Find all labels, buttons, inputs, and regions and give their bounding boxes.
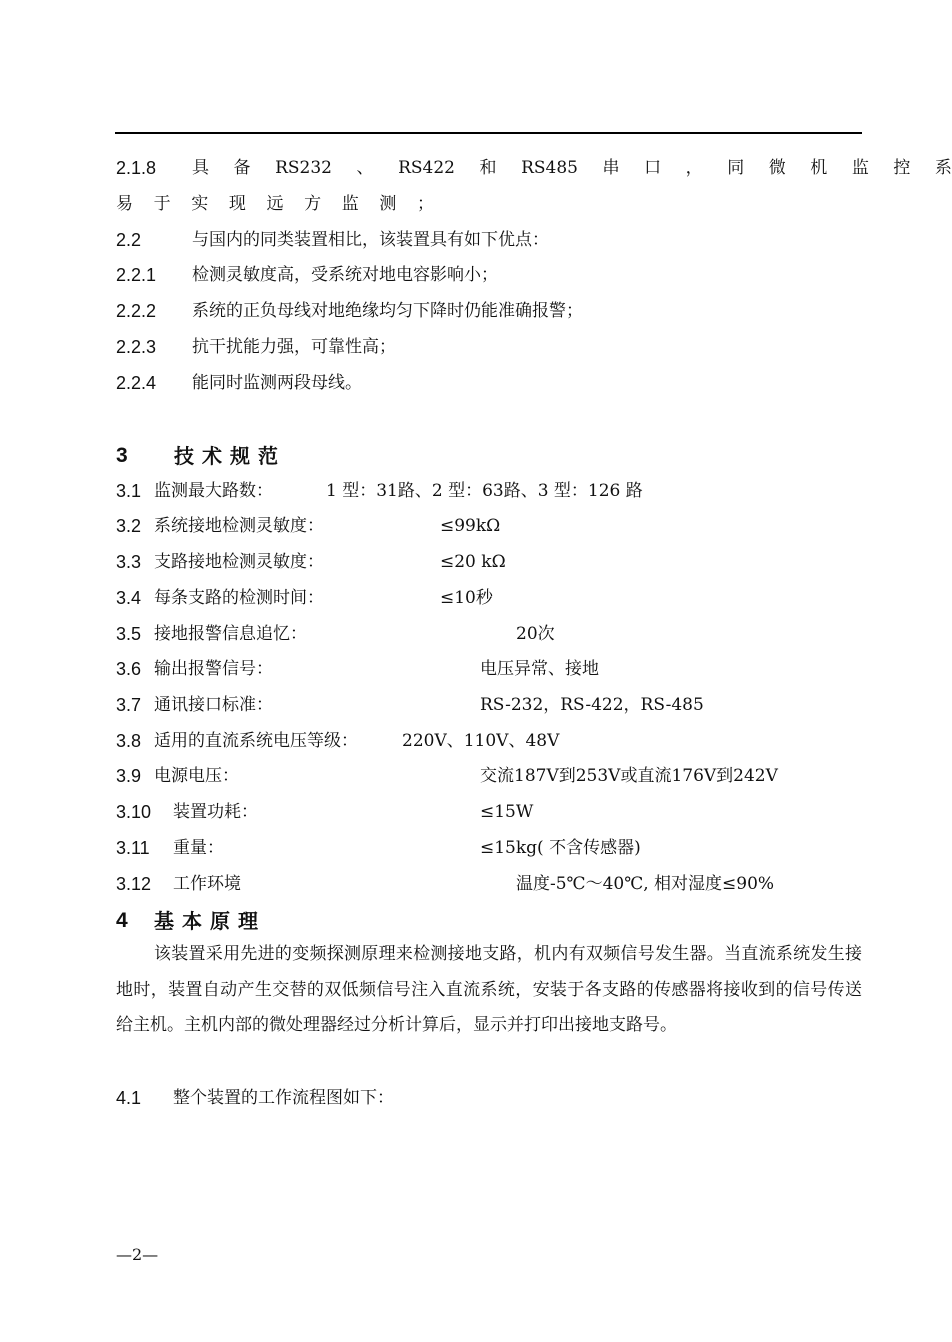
spaced-char: 口 [644, 158, 662, 178]
spaced-char: 系 [934, 158, 952, 178]
spec-value: RS-232，RS-422，RS-485 [480, 695, 704, 715]
spec-number: 3.8 [116, 731, 142, 751]
page-number: —2— [116, 1245, 159, 1264]
spec-number: 3.7 [116, 695, 142, 715]
spaced-char: RS232 [275, 158, 332, 178]
spaced-char: 备 [233, 158, 251, 178]
spaced-text-row [116, 193, 434, 215]
spec-value: ≤10秒 [440, 588, 493, 608]
spec-number: 3.6 [116, 659, 142, 679]
spaced-char: 和 [479, 158, 497, 178]
spaced-char: 同 [727, 158, 745, 178]
spaced-char: 微 [768, 158, 786, 178]
spec-number: 3.4 [116, 588, 142, 608]
spaced-text-row [192, 157, 952, 179]
item-text: 整个装置的工作流程图如下： [173, 1088, 394, 1108]
spec-label: 通讯接口标准： [154, 695, 273, 715]
spaced-char: 控 [893, 158, 911, 178]
item-text: 能同时监测两段母线。 [192, 373, 362, 393]
section-4-paragraph: 该装置采用先进的变频探测原理来检测接地支路，机内有双频信号发生器。当直流系统发生接地时，装置自动产生交替的双低频信号注入直流系统，安装于各支路的传感器将接收到的信号传送给主机。主机内部的微处理器经过分析计算后，显示并打印出接地支路号。 [116, 944, 862, 1036]
spec-label: 接地报警信息追忆： [154, 624, 307, 644]
spaced-char: 监 [851, 158, 869, 178]
spec-label: 系统接地检测灵敏度： [154, 516, 324, 536]
spec-label: 适用的直流系统电压等级： [154, 731, 358, 751]
spaced-char: 机 [810, 158, 828, 178]
spaced-char: 实 [191, 194, 209, 214]
spaced-char: 测 [379, 194, 397, 214]
spaced-char: 具 [192, 158, 209, 178]
spec-label: 重量： [173, 838, 224, 858]
spec-label: 监测最大路数： [154, 481, 273, 501]
spec-value: 1 型：31路、2 型：63路、3 型：126 路 [326, 481, 643, 501]
spaced-char: ， [685, 158, 703, 178]
section-title: 技术规范 [174, 444, 286, 468]
item-number: 4.1 [116, 1088, 142, 1108]
spaced-char: 串 [602, 158, 620, 178]
item-text: 系统的正负母线对地绝缘均匀下降时仍能准确报警； [192, 301, 583, 321]
spaced-char: 易 [116, 194, 133, 214]
spec-value: 220V、110V、48V [402, 731, 560, 751]
spaced-char: 监 [341, 194, 359, 214]
item-number: 2.2.3 [116, 337, 157, 357]
spec-number: 3.10 [116, 802, 152, 822]
spec-number: 3.1 [116, 481, 142, 501]
spec-value: 交流187V到253V或直流176V到242V [480, 766, 778, 786]
spec-label: 电源电压： [154, 766, 239, 786]
section-title: 基本原理 [154, 909, 266, 933]
spaced-char: 方 [304, 194, 322, 214]
item-text: 抗干扰能力强，可靠性高； [192, 337, 396, 357]
spec-value: ≤99kΩ [440, 516, 501, 536]
spec-value: ≤15W [480, 802, 534, 822]
spec-label: 支路接地检测灵敏度： [154, 552, 324, 572]
item-number: 2.2.4 [116, 373, 157, 393]
spec-number: 3.2 [116, 516, 142, 536]
item-number: 2.2.2 [116, 301, 157, 321]
spaced-char: 、 [356, 158, 374, 178]
header-rule [115, 132, 862, 134]
spec-value: 20次 [516, 624, 555, 644]
spec-value: 电压异常、接地 [480, 659, 599, 679]
spec-number: 3.5 [116, 624, 142, 644]
spec-number: 3.11 [116, 838, 150, 858]
item-text: 与国内的同类装置相比，该装置具有如下优点： [192, 230, 549, 250]
spec-number: 3.3 [116, 552, 142, 572]
spec-label: 工作环境 [173, 874, 241, 894]
spec-label: 输出报警信号： [154, 659, 273, 679]
spec-number: 3.9 [116, 766, 142, 786]
spec-value: ≤15kg( 不含传感器) [480, 838, 641, 858]
item-number: 2.2 [116, 230, 142, 250]
spec-value: ≤20 kΩ [440, 552, 506, 572]
spaced-char: RS485 [521, 158, 578, 178]
spec-number: 3.12 [116, 874, 152, 894]
spaced-char: 于 [153, 194, 171, 214]
section-number: 2.1.8 [116, 158, 157, 178]
spaced-char: 现 [228, 194, 246, 214]
section-number: 4 [116, 909, 128, 932]
section-number: 3 [116, 444, 128, 467]
spaced-char: RS422 [398, 158, 455, 178]
item-text: 检测灵敏度高，受系统对地电容影响小； [192, 265, 498, 285]
spec-value: 温度-5℃～40℃, 相对湿度≤90% [516, 874, 775, 894]
spaced-char: 远 [266, 194, 284, 214]
spec-label: 每条支路的检测时间： [154, 588, 324, 608]
spec-label: 装置功耗： [173, 802, 258, 822]
spaced-char: ； [417, 194, 434, 214]
item-number: 2.2.1 [116, 265, 157, 285]
